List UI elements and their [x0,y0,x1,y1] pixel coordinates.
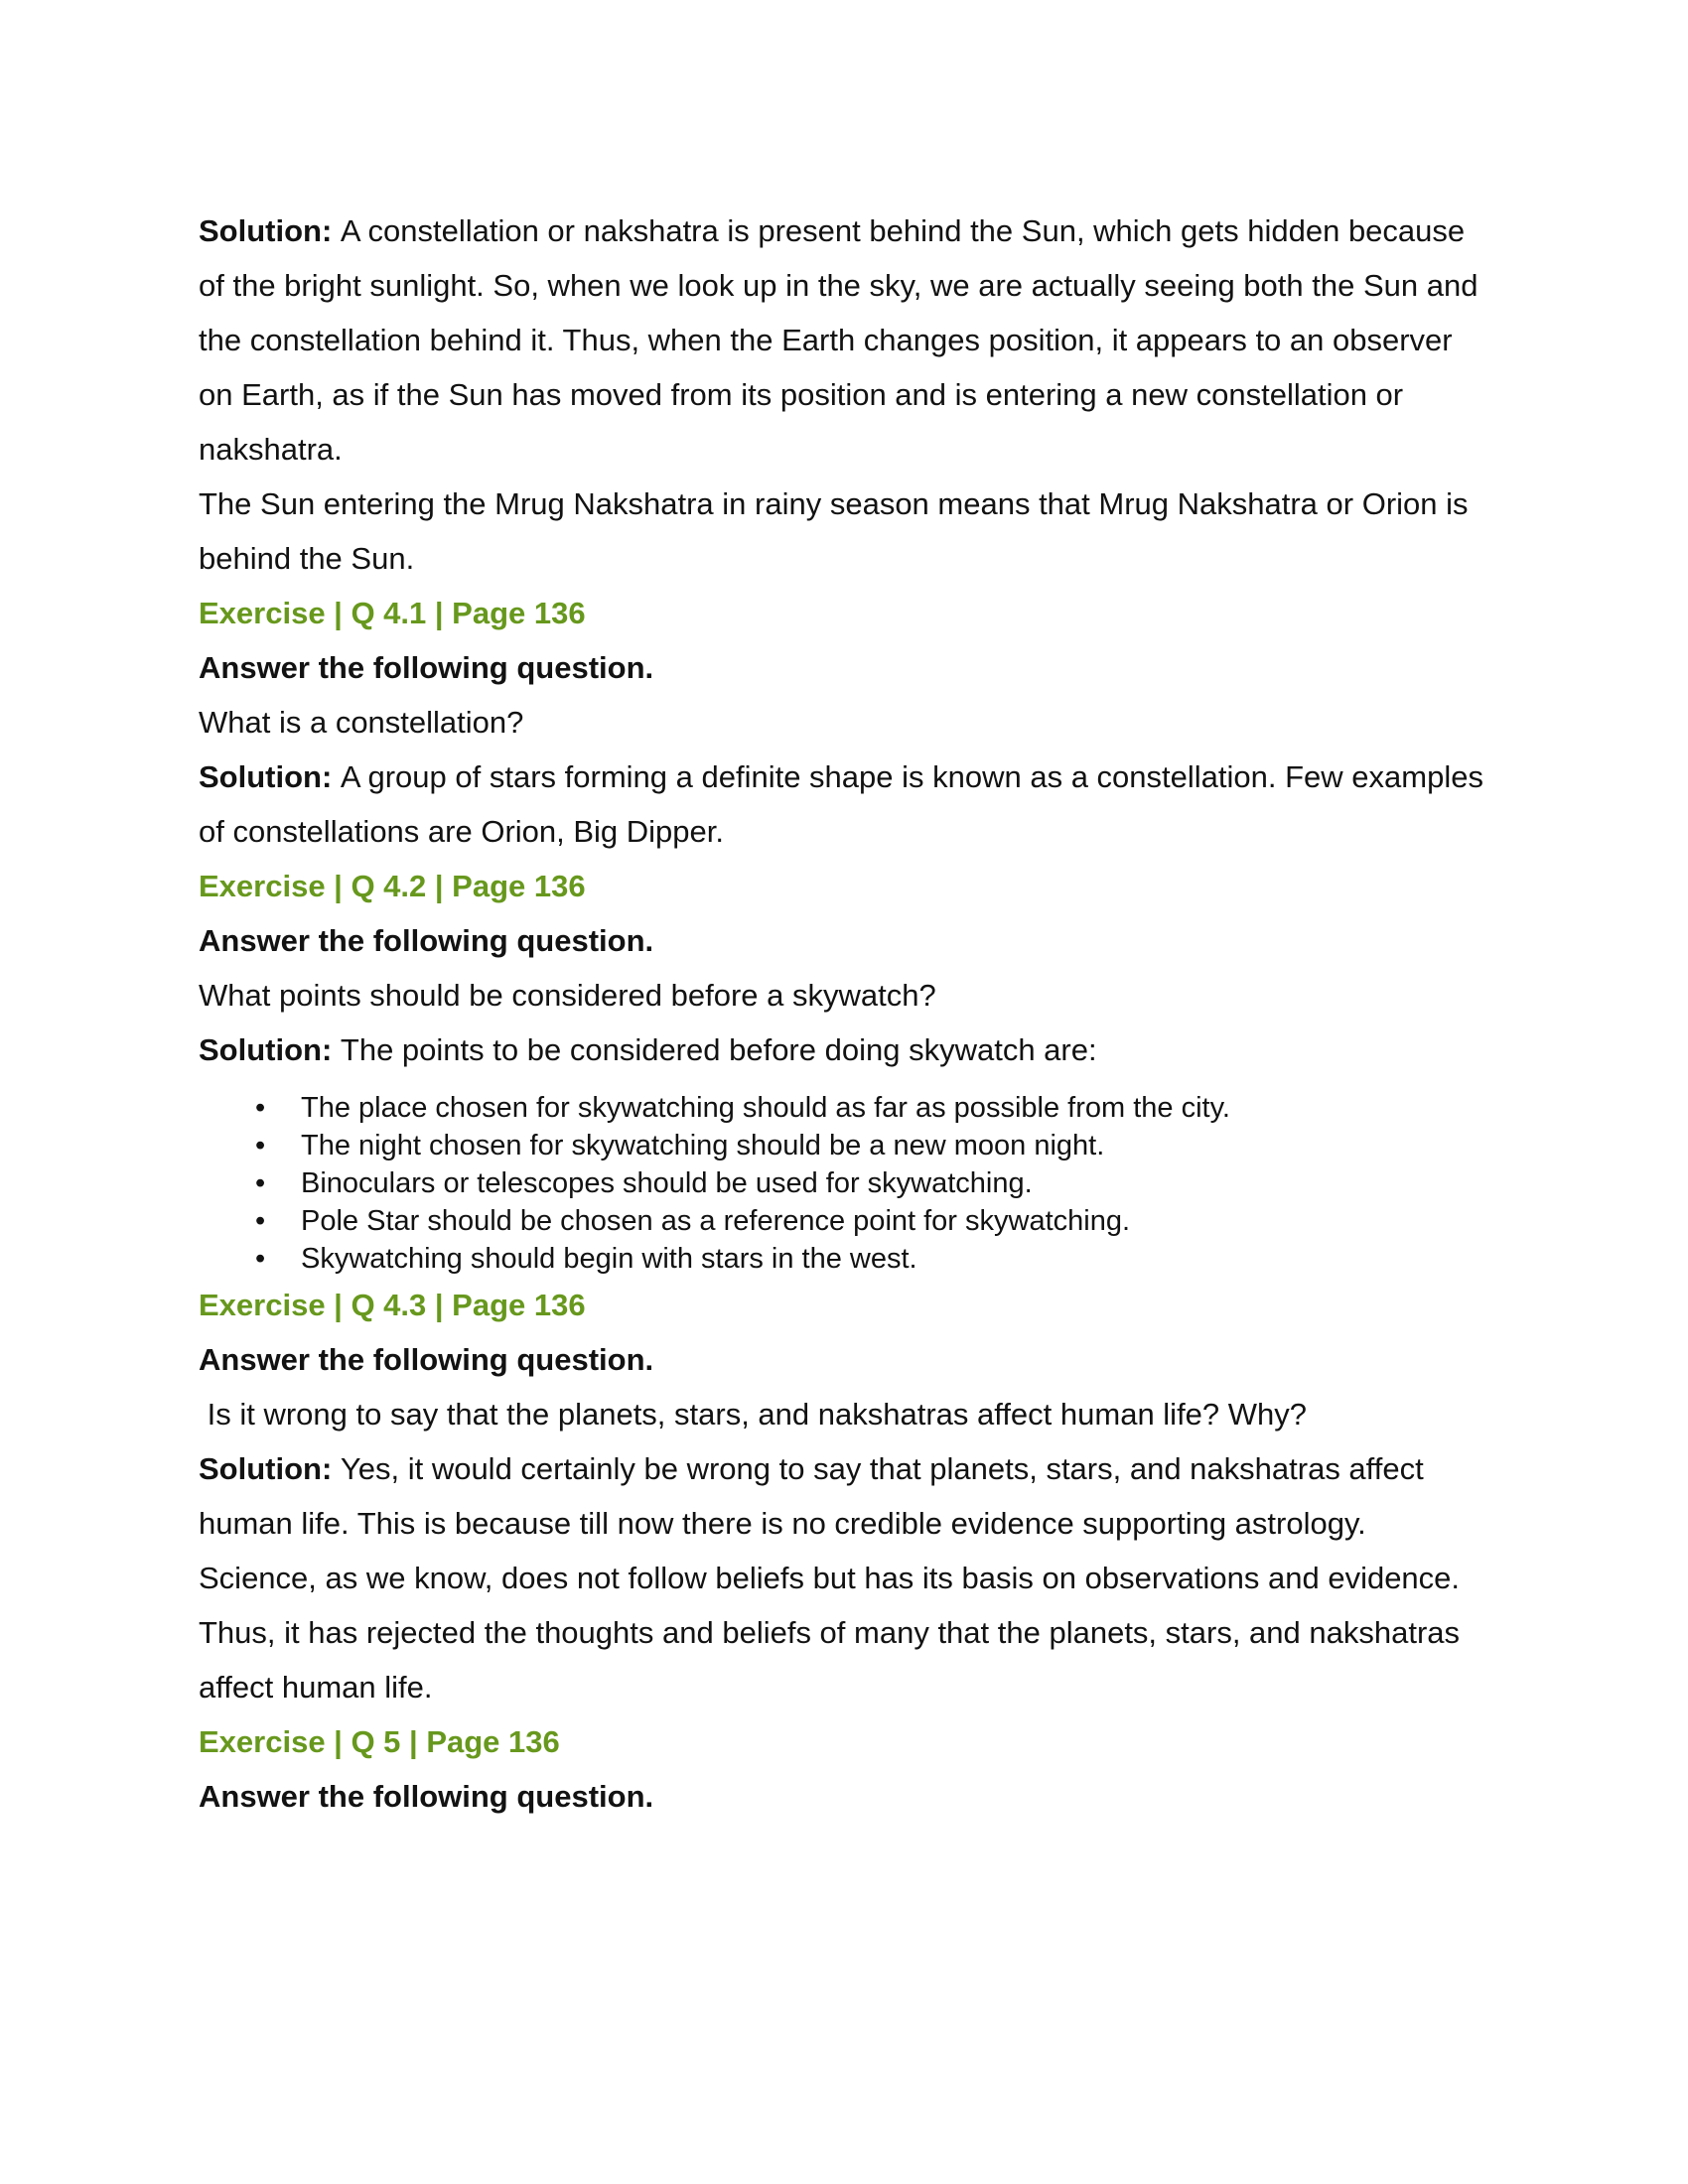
bullet-item: • The place chosen for skywatching should as far as possible from the city. [301,1089,1489,1127]
solution-label: Solution: [199,213,341,248]
answer-prompt: Answer the following question. [199,650,654,685]
exercise-heading: Exercise | Q 4.3 | Page 136 [199,1288,586,1322]
exercise-heading: Exercise | Q 5 | Page 136 [199,1724,560,1759]
bullet-list [199,1089,1489,1278]
exercise-block-q5 [199,1714,1489,1824]
solution-text: A group of stars forming a definite shape is known as a constellation. Few examples of constellations are Orion, Big Dipper. [199,759,1483,849]
solution-paragraph [199,750,1489,859]
question-text: What points should be considered before a skywatch? [199,978,936,1013]
solution-text: The points to be considered before doing skywatch are: [340,1032,1097,1067]
bullet-item: • Binoculars or telescopes should be used for skywatching. [301,1164,1489,1202]
solution-text: A constellation or nakshatra is present behind the Sun, which gets hidden because of the bright sunlight. So, when we look up in the sky, we are actually seeing both the Sun and the constellation behind it. Thus, when the Earth changes position, it appears to an observer on Earth, as if the Sun has moved from its position and is entering a new constellation or nakshatra. [199,213,1478,467]
solution-paragraph [199,1023,1489,1077]
solution-text: Yes, it would certainly be wrong to say that planets, stars, and nakshatras affect human life. This is because till now there is no credible evidence supporting astrology. Science, as we know, does not follow beliefs but has its basis on observations and evidence. Thus, it has rejected the thoughts and beliefs of many that the planets, stars, and nakshatras affect human life. [199,1451,1461,1705]
bullet-item: • Skywatching should begin with stars in the west. [301,1240,1489,1278]
solution-paragraph [199,1441,1489,1714]
exercise-block-q4-2 [199,859,1489,1278]
exercise-block-q4-1 [199,586,1489,859]
answer-prompt: Answer the following question. [199,1342,654,1377]
exercise-heading: Exercise | Q 4.2 | Page 136 [199,869,586,903]
answer-prompt: Answer the following question. [199,923,654,958]
solution-label: Solution: [199,759,341,794]
exercise-heading: Exercise | Q 4.1 | Page 136 [199,596,586,630]
solution-label: Solution: [199,1032,341,1067]
answer-prompt: Answer the following question. [199,1779,654,1814]
exercise-block-q4-3 [199,1278,1489,1714]
intro-solution-paragraph [199,204,1489,477]
bullet-item: • The night chosen for skywatching should be a new moon night. [301,1127,1489,1164]
bullet-item: • Pole Star should be chosen as a reference point for skywatching. [301,1202,1489,1240]
intro-followup-paragraph: The Sun entering the Mrug Nakshatra in rainy season means that Mrug Nakshatra or Orion is behind the Sun. [199,486,1469,576]
solution-label: Solution: [199,1451,341,1486]
question-text: What is a constellation? [199,705,524,740]
question-text: Is it wrong to say that the planets, stars, and nakshatras affect human life? Why? [199,1397,1308,1432]
